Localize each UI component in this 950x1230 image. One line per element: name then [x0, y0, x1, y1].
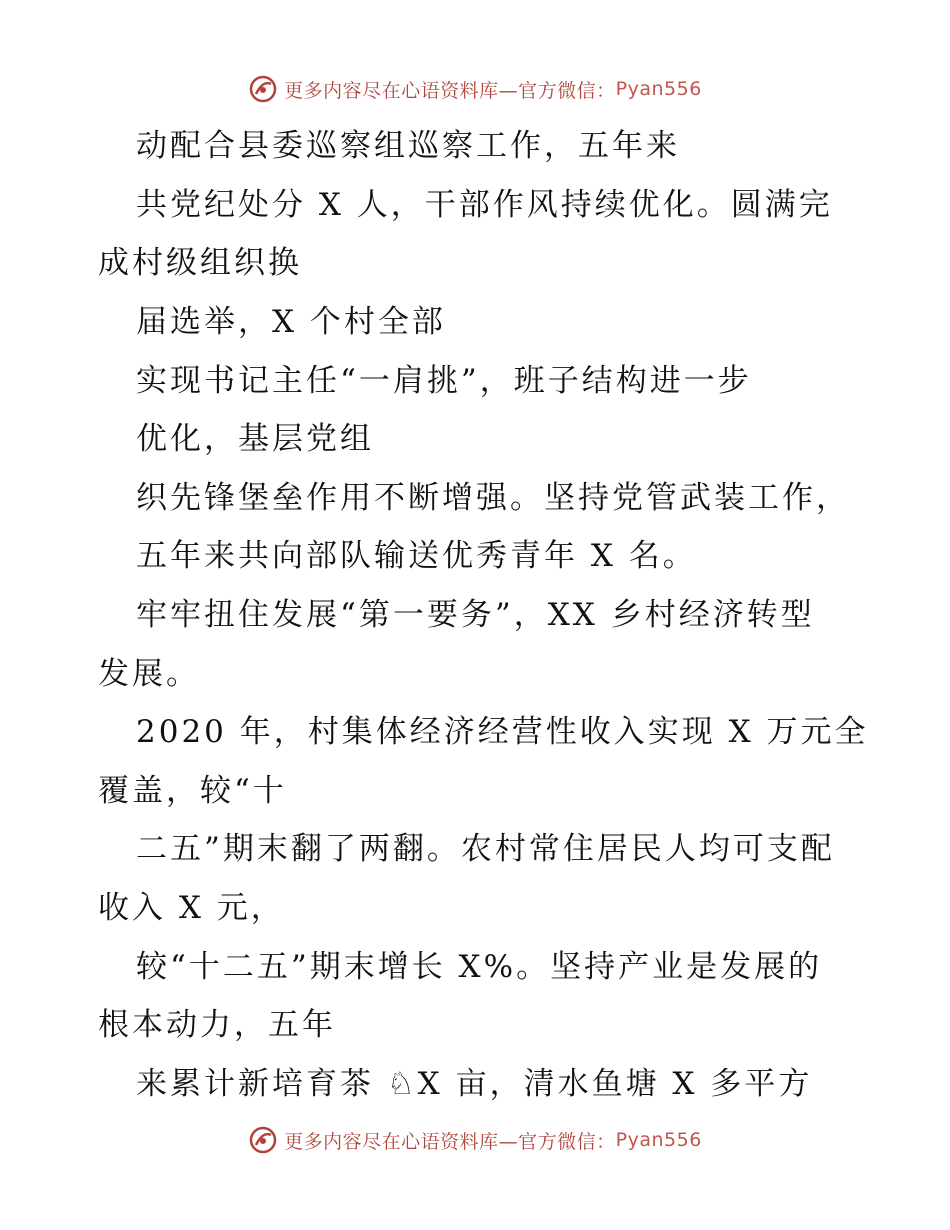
logo-icon: [248, 1125, 278, 1155]
watermark-text: 更多内容尽在心语资料库—官方微信：: [284, 1130, 616, 1153]
text-line: 织先锋堡垒作用不断增强。坚持党管武装工作，: [136, 480, 850, 516]
text-line: 收入 X 元，: [98, 890, 285, 926]
text-line: 覆盖，较“十: [98, 773, 287, 809]
text-line: 共党纪处分 X 人，干部作风持续优化。圆满完: [136, 187, 833, 223]
text-line: 优化，基层党组: [136, 421, 374, 457]
text-line: 发展。: [98, 656, 200, 692]
text-line: 较“十二五”期末增长 X%。坚持产业是发展的: [136, 949, 823, 985]
text-line: 2020 年，村集体经济经营性收入实现 X 万元全: [136, 714, 869, 750]
text-line: 届选举，X 个村全部: [136, 304, 446, 340]
watermark-text: 更多内容尽在心语资料库—官方微信：: [284, 79, 616, 102]
text-line: 二五”期末翻了两翻。农村常住居民人均可支配: [136, 831, 835, 867]
text-line: 牢牢扭住发展“第一要务”，XX 乡村经济转型: [136, 597, 815, 633]
logo-icon: [248, 74, 278, 104]
text-line: 实现书记主任“一肩挑”，班子结构进一步: [136, 363, 752, 399]
text-line: 动配合县委巡察组巡察工作，五年来: [136, 128, 680, 164]
text-line: 五年来共向部队输送优秀青年 X 名。: [136, 538, 697, 574]
watermark-id: Pyan556: [615, 78, 702, 100]
text-line: 根本动力，五年: [98, 1007, 336, 1043]
text-line: 来累计新培育茶 ♘X 亩，清水鱼塘 X 多平方: [136, 1066, 813, 1102]
footer-watermark: [0, 1125, 950, 1155]
text-line: 成村级组织换: [98, 245, 302, 281]
watermark-id: Pyan556: [615, 1129, 702, 1151]
header-watermark: [0, 74, 950, 104]
